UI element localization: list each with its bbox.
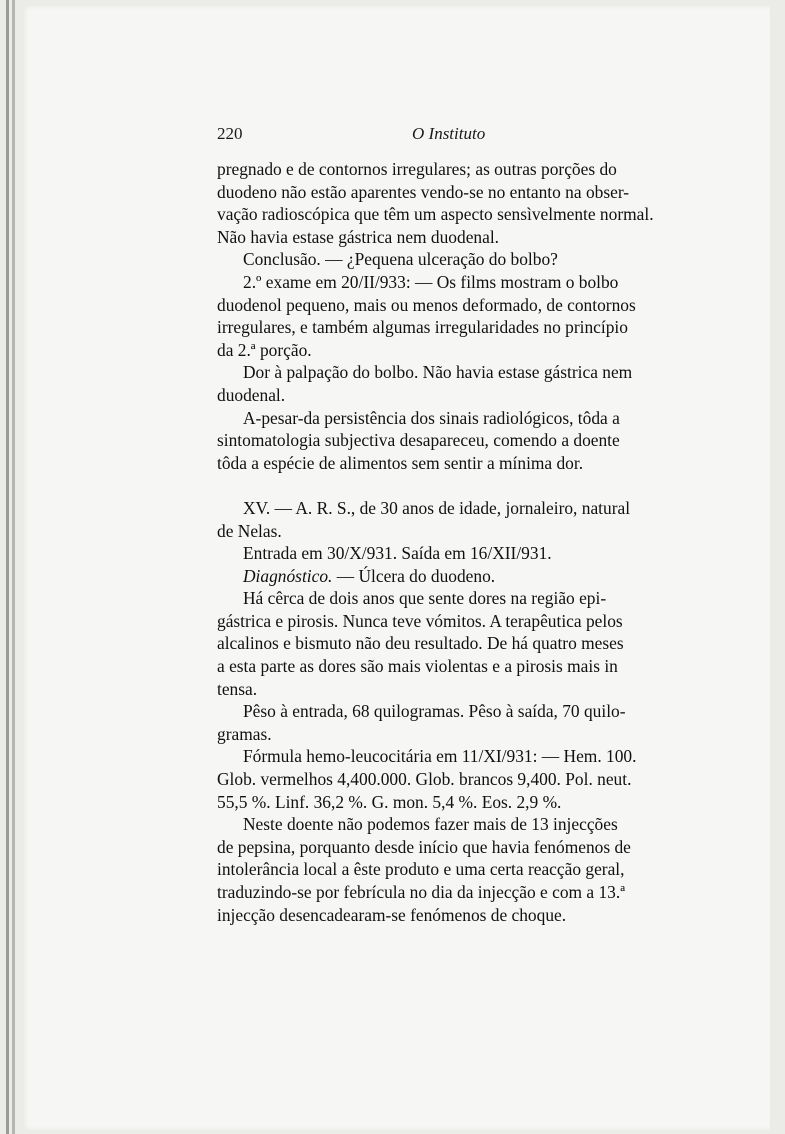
diagnosis-label: Diagnóstico. — [243, 565, 333, 586]
text-line: intolerância local a êste produto e uma certa reacção geral, — [217, 859, 625, 880]
text-line: tôda a espécie de alimentos sem sentir a mínima dor. — [217, 452, 584, 473]
admission-line: Entrada em 30/X/931. Saída em 16/XII/931. — [243, 543, 552, 564]
text-line: Pêso à entrada, 68 quilogramas. Pêso à saída, 70 quilo- — [243, 701, 626, 722]
page-number: 220 — [217, 124, 243, 143]
case-heading: XV. — A. R. S., de 30 anos de idade, jornaleiro, natural — [243, 497, 631, 518]
text-line: injecção desencadearam-se fenómenos de choque. — [217, 904, 567, 925]
running-title: O Instituto — [412, 124, 486, 143]
running-header — [217, 124, 687, 146]
text-line: duodeno não estão aparentes vendo-se no entanto na obser- — [217, 181, 630, 202]
text-line: Há cêrca de dois anos que sente dores na região epi- — [243, 588, 607, 609]
text-line: pregnado e de contornos irregulares; as outras porções do — [217, 159, 617, 179]
text-line: irregulares, e também algumas irregularidades no princípio — [217, 317, 628, 338]
text-line: da 2.ª porção. — [217, 339, 312, 360]
text-line: tensa. — [217, 678, 258, 699]
text-line: gramas. — [217, 723, 272, 744]
diagnosis-text: — Úlcera do duodeno. — [332, 565, 496, 586]
text-line: duodenal. — [217, 384, 286, 405]
text-line: Neste doente não podemos fazer mais de 13 injecções — [243, 814, 618, 835]
text-line: a esta parte as dores são mais violentas e a pirosis mais in — [217, 656, 618, 677]
text-line: A-pesar-da persistência dos sinais radiológicos, tôda a — [243, 407, 620, 428]
paragraph-gap — [217, 474, 687, 497]
page-edge-left — [6, 0, 9, 1134]
text-line: alcalinos e bismuto não deu resultado. De há quatro meses — [217, 633, 624, 654]
text-line: Dor à palpação do bolbo. Não havia estase gástrica nem — [243, 362, 633, 383]
conclusion-line: Conclusão. — ¿Pequena ulceração do bolbo? — [243, 249, 558, 270]
text-line: 55,5 %. Linf. 36,2 %. G. mon. 5,4 %. Eos. 2,9 %. — [217, 791, 562, 812]
body-text — [217, 158, 687, 926]
text-line: gástrica e pirosis. Nunca teve vómitos. A terapêutica pelos — [217, 610, 623, 631]
text-line: sintomatologia subjectiva desapareceu, comendo a doente — [217, 430, 620, 451]
diagnosis-line — [217, 565, 687, 588]
text-line: Não havia estase gástrica nem duodenal. — [217, 226, 500, 247]
text-line: traduzindo-se por febrícula no dia da injecção e com a 13.ª — [217, 882, 625, 902]
text-line: duodenol pequeno, mais ou menos deformado, de contornos — [217, 294, 636, 315]
text-line: Fórmula hemo-leucocitária em 11/XI/931: — Hem. 100. — [243, 746, 637, 767]
text-line: de Nelas. — [217, 520, 282, 541]
text-line: 2.º exame em 20/II/933: — Os films mostram o bolbo — [243, 271, 619, 292]
page-edge-inner — [12, 0, 15, 1134]
text-line: Glob. vermelhos 4,400.000. Glob. brancos 9,400. Pol. neut. — [217, 769, 632, 790]
text-line: de pepsina, porquanto desde início que havia fenómenos de — [217, 836, 631, 857]
text-line: vação radioscópica que têm um aspecto sensìvelmente normal. — [217, 204, 654, 225]
